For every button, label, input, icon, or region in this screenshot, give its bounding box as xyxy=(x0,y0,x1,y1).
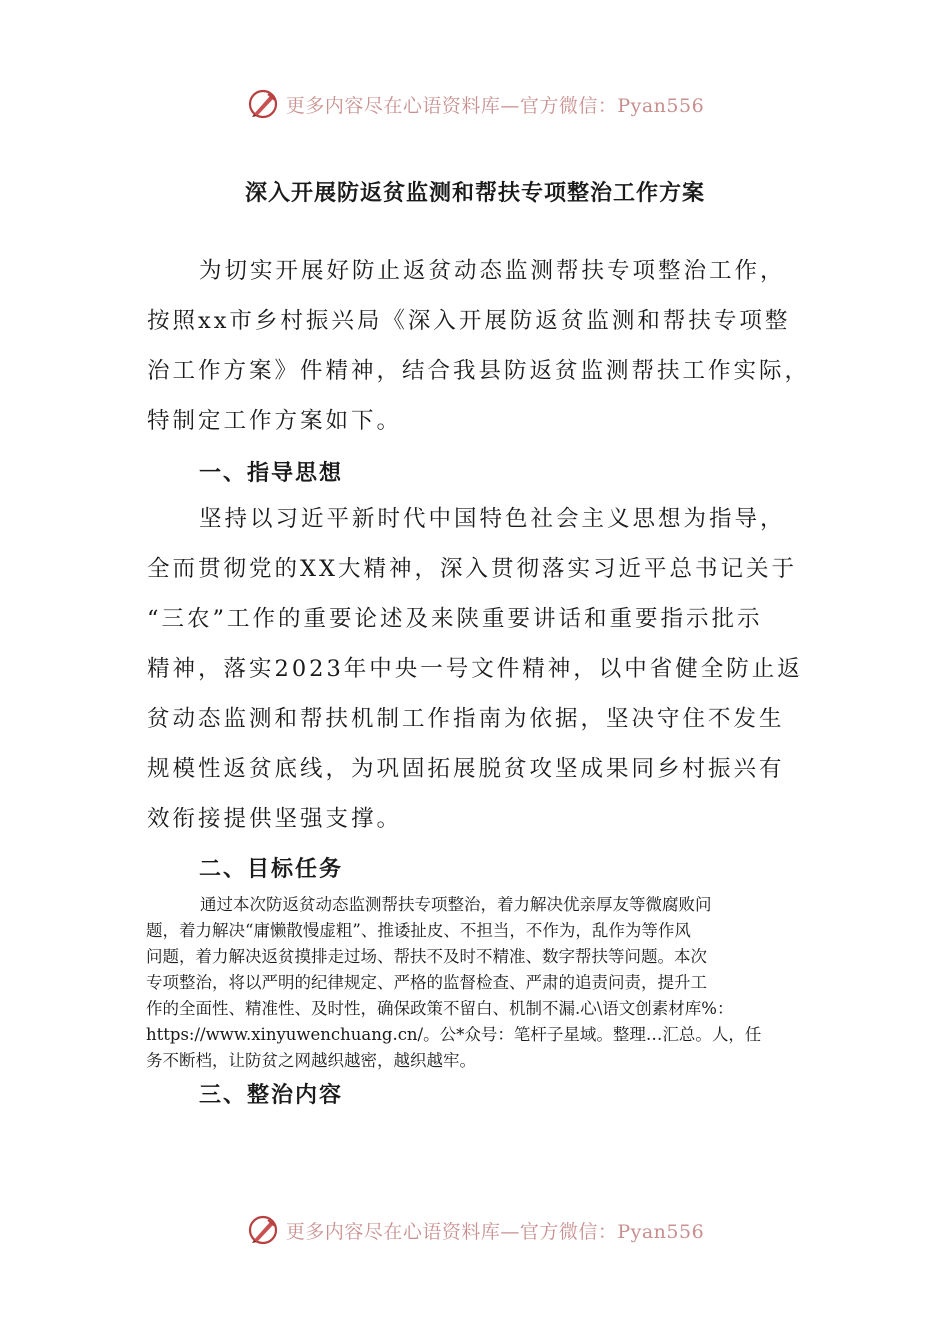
paragraph-line: 贫动态监测和帮扶机制工作指南为依据，坚决守住不发生 xyxy=(147,706,785,732)
intro-paragraph xyxy=(147,246,811,446)
watermark-text: 更多内容尽在心语资料库—官方微信：Pyan556 xyxy=(285,94,705,117)
section-heading-guiding-ideology: 一、指导思想 xyxy=(199,461,344,486)
paragraph-line: 务不断档，让防贫之网越织越密，越织越牢。 xyxy=(146,1051,476,1070)
section-heading-rectification-content: 三、整治内容 xyxy=(199,1083,344,1108)
section-heading-goals-tasks: 二、目标任务 xyxy=(199,857,344,882)
goals-tasks-paragraph xyxy=(146,892,816,1074)
paragraph-line: 专项整治，将以严明的纪律规定、严格的监督检查、严肃的追责问责，提升工 xyxy=(146,973,707,992)
paragraph-line: 规模性返贫底线，为巩固拓展脱贫攻坚成果同乡村振兴有 xyxy=(147,756,785,782)
paragraph-line: 按照xx市乡村振兴局《深入开展防返贫监测和帮扶专项整 xyxy=(147,308,791,334)
pen-circle-logo-icon xyxy=(246,87,280,121)
paragraph-line: 精神，落实2023年中央一号文件精神，以中省健全防止返 xyxy=(147,656,803,682)
paragraph-line: 通过本次防返贫动态监测帮扶专项整治，着力解决优亲厚友等微腐败问 xyxy=(200,895,712,914)
paragraph-line: 特制定工作方案如下。 xyxy=(147,408,403,434)
paragraph-line: 治工作方案》件精神，结合我县防返贫监测帮扶工作实际， xyxy=(147,358,811,384)
guiding-ideology-paragraph xyxy=(147,494,807,844)
paragraph-line: 为切实开展好防止返贫动态监测帮扶专项整治工作， xyxy=(199,258,786,284)
pen-circle-logo-icon xyxy=(246,1213,280,1247)
paragraph-line: 作的全面性、精准性、及时性，确保政策不留白、机制不漏.心\语文创素材库%： xyxy=(146,999,734,1018)
paragraph-line: 题，着力解决“庸懒散慢虚粗”、推诿扯皮、不担当，不作为，乱作为等作风 xyxy=(146,921,691,940)
paragraph-line: “三农”工作的重要论述及来陕重要讲话和重要指示批示 xyxy=(147,606,763,632)
paragraph-line: 问题，着力解决返贫摸排走过场、帮扶不及时不精准、数字帮扶等问题。本次 xyxy=(146,947,707,966)
paragraph-line: 效衔接提供坚强支撑。 xyxy=(147,806,403,832)
footer-watermark-banner xyxy=(0,1210,950,1250)
paragraph-line: https://www.xinyuwenchuang.cn/。公*众号：笔杆子星域。整理…汇总。人，任 xyxy=(146,1025,762,1044)
paragraph-line: 全而贯彻党的XX大精神，深入贯彻落实习近平总书记关于 xyxy=(147,556,798,582)
paragraph-line: 坚持以习近平新时代中国特色社会主义思想为指导， xyxy=(199,506,786,532)
header-watermark-banner xyxy=(0,84,950,124)
watermark-text: 更多内容尽在心语资料库—官方微信：Pyan556 xyxy=(285,1220,705,1243)
document-title: 深入开展防返贫监测和帮扶专项整治工作方案 xyxy=(244,181,705,206)
